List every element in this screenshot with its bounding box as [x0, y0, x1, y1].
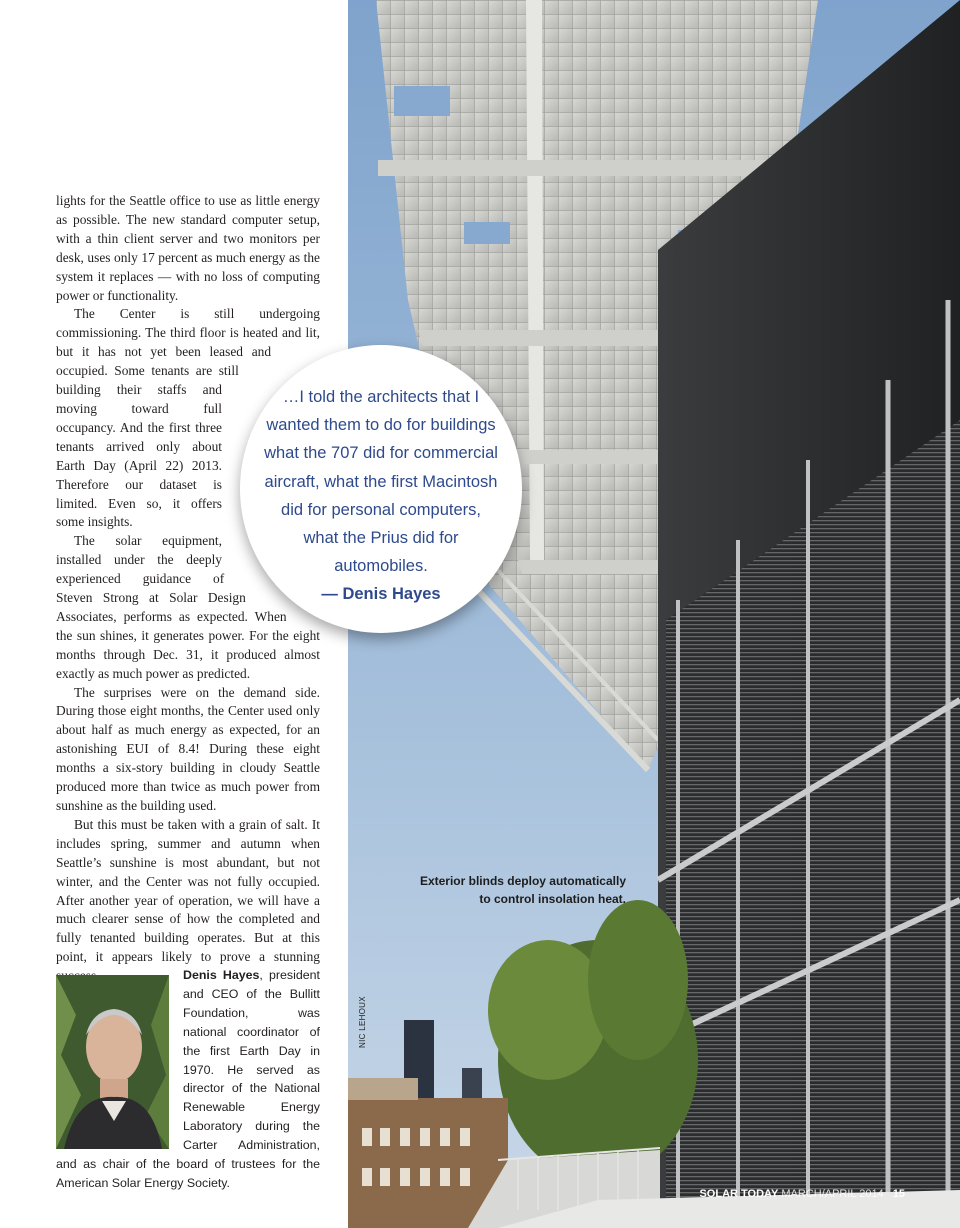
- pull-quote: [240, 345, 522, 633]
- author-bio-text: , president and CEO of the Bullitt Foundation, was national coordinator of the first Earth Day in 1970. He served as director of the National Renewable Energy Laboratory during the Carter Administration, and as chair of the board of trustees for the American Solar Energy Society.: [56, 968, 320, 1190]
- article-paragraph: lights for the Seattle office to use as little energy as possible. The new standard computer setup, with a thin client server and two monitors per desk, uses only 17 percent as much energy as the system it replaces — with no loss of computing power or functionality.: [56, 193, 320, 303]
- author-name: Denis Hayes: [183, 968, 260, 982]
- pull-quote-text: …I told the architects that I wanted them to do for buildings what the 707 did for commercial aircraft, what the first Macintosh did for personal computers, what the Prius did for automobiles.: [264, 388, 498, 576]
- page-footer: [699, 1188, 905, 1200]
- article-paragraph: The Center is still undergoing commissioning. The third floor is heated and lit, but it has not yet been leased and occupied. Some tenants are still building their staffs and moving toward full occupancy. And the first three tenants arrived only about Earth Day (April 22) 2013. Therefore our dataset is limited. Even so, it offers some insights.: [56, 306, 320, 530]
- magazine-name: SOLAR TODAY: [699, 1188, 779, 1200]
- article-paragraph: The surprises were on the demand side. During those eight months, the Center used only about half as much energy as expected, for an astonishing EUI of 8.4! During these eight months a six-story building in cloudy Seattle produced more than twice as much power from sunshine as the building used.: [56, 684, 320, 813]
- article-paragraph: The solar equipment, installed under the deeply experienced guidance of Steven Strong at Solar Design Associates, performs as expected. When the sun shines, it generates power. For the eight months through Dec. 31, it produced almost exactly as much power as predicted.: [56, 533, 320, 681]
- photo-credit: NIC LEHOUX: [358, 996, 367, 1048]
- author-portrait: [56, 975, 169, 1149]
- issue-date: MARCH/APRIL 2014: [781, 1188, 884, 1200]
- page-number: 15: [892, 1188, 905, 1200]
- article-paragraph: But this must be taken with a grain of salt. It includes spring, summer and autumn when Seattle’s sunshine is most abundant, but not winter, and the Center was not fully occupied. After another year of operation, we will have a much clearer sense of how the completed and fully tenanted building operates. But at this point, it appears likely to prove a stunning: [56, 816, 320, 965]
- photo-caption: Exterior blinds deploy automatically to control insolation heat.: [419, 874, 626, 906]
- pull-quote-attribution: — Denis Hayes: [321, 585, 441, 604]
- author-bio: [56, 966, 320, 1193]
